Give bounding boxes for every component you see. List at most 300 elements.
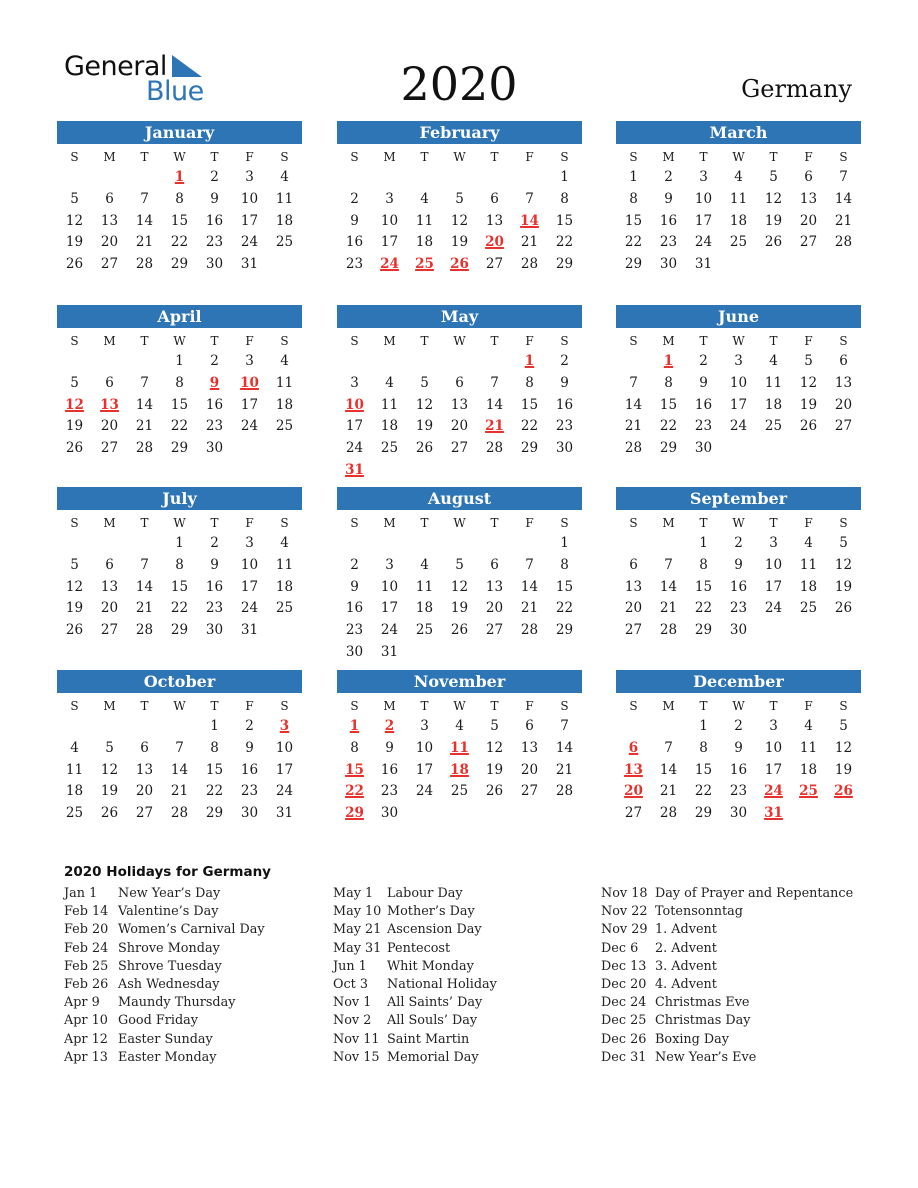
date-cell: 14 — [659, 761, 678, 778]
date-cell: 9 — [734, 739, 743, 756]
empty-cell — [372, 460, 407, 482]
weekday-label: F — [525, 334, 534, 348]
date-cell: 31 — [240, 256, 259, 273]
weekday-label: S — [629, 699, 638, 713]
date-cell: 5 — [70, 190, 79, 207]
empty-cell — [92, 716, 127, 738]
weekday-label: S — [629, 334, 638, 348]
date-cell: 6 — [490, 190, 499, 207]
holiday-date-cell: 3 — [279, 718, 290, 734]
date-cell: 27 — [624, 622, 643, 639]
date-cell: 4 — [804, 718, 813, 734]
date-cell: 25 — [415, 622, 434, 639]
date-cell: 20 — [100, 600, 119, 617]
week-row — [57, 533, 302, 555]
holiday-date: Apr 10 — [64, 1013, 108, 1029]
holiday-date: Dec 25 — [601, 1013, 647, 1029]
weekday-label: T — [140, 334, 149, 348]
date-cell: 9 — [210, 556, 219, 573]
empty-cell — [512, 460, 547, 482]
week-row — [337, 395, 582, 417]
week-row — [616, 211, 861, 233]
date-cell: 8 — [699, 556, 708, 573]
empty-cell — [512, 803, 547, 825]
weekday-label: W — [453, 334, 466, 348]
empty-cell — [442, 460, 477, 482]
date-cell: 21 — [135, 600, 154, 617]
week-row — [57, 416, 302, 438]
week-row — [616, 555, 861, 577]
date-cell: 29 — [555, 256, 574, 273]
holiday-name: All Souls’ Day — [387, 1013, 478, 1029]
date-cell: 14 — [170, 761, 189, 778]
date-cell: 19 — [450, 234, 469, 251]
weekday-label: W — [453, 150, 466, 164]
date-cell: 9 — [210, 190, 219, 207]
week-row — [616, 533, 861, 555]
empty-cell — [57, 716, 92, 738]
date-cell: 26 — [764, 234, 783, 251]
month-title: January — [57, 121, 302, 144]
date-cell: 22 — [694, 783, 713, 800]
empty-cell — [721, 254, 756, 276]
date-cell: 20 — [100, 234, 119, 251]
holiday-date-cell: 2 — [384, 718, 395, 734]
date-cell: 23 — [555, 418, 574, 435]
date-cell: 7 — [490, 374, 499, 391]
date-cell: 15 — [694, 761, 713, 778]
holiday-name: Pentecost — [387, 940, 451, 956]
empty-cell — [407, 167, 442, 189]
date-cell: 29 — [624, 256, 643, 273]
date-cell: 19 — [485, 761, 504, 778]
date-cell: 11 — [764, 374, 783, 391]
empty-cell — [826, 438, 861, 460]
holiday-entry — [333, 994, 497, 1012]
date-cell: 27 — [485, 622, 504, 639]
weekday-header-row — [337, 696, 582, 716]
date-cell: 28 — [834, 234, 853, 251]
holiday-date: Jan 1 — [64, 886, 98, 901]
date-cell: 30 — [240, 805, 259, 822]
empty-cell — [651, 716, 686, 738]
holiday-date: Oct 3 — [333, 976, 369, 992]
empty-cell — [826, 620, 861, 642]
date-cell: 23 — [205, 234, 224, 251]
weekday-label: S — [560, 699, 569, 713]
weekday-header-row — [337, 331, 582, 351]
empty-cell — [92, 167, 127, 189]
date-cell: 2 — [664, 169, 673, 185]
week-row — [337, 577, 582, 599]
weekday-label: F — [245, 334, 254, 348]
date-cell: 5 — [420, 374, 429, 391]
empty-cell — [407, 642, 442, 664]
weekday-label: T — [420, 334, 429, 348]
date-cell: 18 — [415, 234, 434, 251]
weekday-label: M — [383, 150, 396, 164]
week-row — [616, 438, 861, 460]
date-cell: 9 — [560, 374, 569, 391]
week-row — [57, 803, 302, 825]
week-row — [337, 803, 582, 825]
weekday-label: W — [453, 516, 466, 530]
date-cell: 8 — [560, 190, 569, 207]
weekday-label: S — [350, 334, 359, 348]
date-cell: 7 — [560, 718, 569, 734]
holiday-name: Maundy Thursday — [118, 995, 236, 1011]
weekday-label: S — [839, 150, 848, 164]
holiday-name: New Year’s Day — [118, 886, 221, 901]
week-row — [337, 533, 582, 555]
weekday-label: S — [70, 150, 79, 164]
weekday-label: T — [140, 699, 149, 713]
date-cell: 16 — [729, 578, 748, 595]
date-cell: 23 — [729, 600, 748, 617]
date-cell: 13 — [799, 190, 818, 207]
date-cell: 28 — [624, 440, 643, 457]
holiday-entry — [333, 1031, 497, 1049]
empty-cell — [512, 167, 547, 189]
holiday-name: Mother’s Day — [387, 904, 475, 920]
date-cell: 24 — [415, 783, 434, 800]
date-cell: 17 — [240, 396, 259, 413]
weekday-header-row — [337, 513, 582, 533]
date-cell: 6 — [140, 739, 149, 756]
holiday-date: Dec 6 — [601, 940, 639, 956]
empty-cell — [337, 351, 372, 373]
date-cell: 26 — [415, 440, 434, 457]
empty-cell — [92, 351, 127, 373]
date-cell: 29 — [205, 805, 224, 822]
weekday-label: M — [103, 334, 116, 348]
date-cell: 23 — [205, 600, 224, 617]
holiday-date-cell: 10 — [345, 396, 364, 413]
empty-cell — [162, 716, 197, 738]
holiday-date: May 10 — [333, 904, 382, 920]
date-cell: 25 — [275, 418, 294, 435]
date-cell: 2 — [350, 556, 359, 573]
date-cell: 7 — [664, 556, 673, 573]
empty-cell — [442, 642, 477, 664]
empty-cell — [477, 351, 512, 373]
date-cell: 15 — [205, 761, 224, 778]
weekday-header-row — [57, 513, 302, 533]
date-cell: 31 — [275, 805, 294, 822]
weekday-label: F — [804, 516, 813, 530]
date-cell: 8 — [629, 190, 638, 207]
holiday-date-cell: 26 — [834, 783, 853, 800]
weekday-label: T — [210, 150, 219, 164]
weekday-label: S — [839, 699, 848, 713]
holiday-date-cell: 1 — [349, 718, 360, 734]
date-cell: 6 — [525, 718, 534, 734]
date-cell: 9 — [245, 739, 254, 756]
holiday-column — [64, 885, 265, 1067]
empty-cell — [477, 460, 512, 482]
weekday-label: T — [490, 699, 499, 713]
holiday-date-cell: 24 — [380, 256, 399, 273]
holiday-date: Dec 20 — [601, 976, 647, 992]
date-cell: 22 — [659, 418, 678, 435]
date-cell: 3 — [769, 718, 778, 734]
date-cell: 27 — [135, 805, 154, 822]
date-cell: 27 — [450, 440, 469, 457]
date-cell: 10 — [380, 578, 399, 595]
week-row — [616, 254, 861, 276]
empty-cell — [407, 460, 442, 482]
date-cell: 23 — [729, 783, 748, 800]
date-cell: 8 — [560, 556, 569, 573]
date-cell: 24 — [380, 622, 399, 639]
empty-cell — [267, 254, 302, 276]
month-title: September — [616, 487, 861, 510]
date-cell: 3 — [734, 353, 743, 369]
weekday-label: F — [245, 150, 254, 164]
holiday-entry — [601, 1049, 853, 1067]
date-cell: 16 — [729, 761, 748, 778]
date-cell: 4 — [769, 353, 778, 369]
empty-cell — [442, 351, 477, 373]
date-cell: 8 — [175, 190, 184, 207]
date-cell: 28 — [485, 440, 504, 457]
date-cell: 27 — [624, 805, 643, 822]
date-cell: 16 — [659, 212, 678, 229]
date-cell: 18 — [799, 578, 818, 595]
weekday-label: T — [699, 334, 708, 348]
weekday-label: F — [804, 150, 813, 164]
date-cell: 2 — [245, 718, 254, 734]
date-cell: 27 — [485, 256, 504, 273]
date-cell: 16 — [555, 396, 574, 413]
weekday-label: M — [662, 334, 675, 348]
date-cell: 28 — [135, 256, 154, 273]
date-cell: 8 — [175, 374, 184, 391]
weekday-label: S — [560, 334, 569, 348]
week-row — [57, 577, 302, 599]
date-cell: 17 — [380, 234, 399, 251]
date-cell: 19 — [450, 600, 469, 617]
weekday-label: M — [383, 334, 396, 348]
date-cell: 31 — [240, 622, 259, 639]
weekday-label: S — [560, 150, 569, 164]
date-cell: 18 — [729, 212, 748, 229]
weekday-label: T — [420, 699, 429, 713]
date-cell: 15 — [520, 396, 539, 413]
date-cell: 10 — [240, 556, 259, 573]
date-cell: 18 — [275, 212, 294, 229]
date-cell: 12 — [485, 739, 504, 756]
week-row — [616, 781, 861, 803]
empty-cell — [442, 803, 477, 825]
date-cell: 30 — [729, 622, 748, 639]
date-cell: 7 — [839, 169, 848, 185]
month-january — [57, 121, 302, 276]
holiday-date-cell: 15 — [345, 761, 364, 778]
month-title: March — [616, 121, 861, 144]
weekday-label: M — [103, 516, 116, 530]
empty-cell — [267, 620, 302, 642]
date-cell: 28 — [135, 622, 154, 639]
month-june — [616, 305, 861, 460]
date-cell: 13 — [450, 396, 469, 413]
date-cell: 8 — [664, 374, 673, 391]
weekday-label: T — [140, 516, 149, 530]
weekday-label: M — [383, 699, 396, 713]
holiday-date: Feb 24 — [64, 940, 109, 956]
date-cell: 23 — [345, 622, 364, 639]
weekday-label: T — [769, 334, 778, 348]
date-cell: 30 — [205, 440, 224, 457]
weekday-label: S — [350, 699, 359, 713]
empty-cell — [826, 254, 861, 276]
weekday-label: S — [280, 699, 289, 713]
week-row — [616, 803, 861, 825]
date-cell: 5 — [839, 535, 848, 551]
weekday-header-row — [616, 696, 861, 716]
holiday-entry — [601, 1031, 853, 1049]
holiday-date: Jun 1 — [333, 958, 367, 974]
date-cell: 12 — [834, 739, 853, 756]
holiday-date-cell: 10 — [240, 374, 259, 391]
holiday-date-cell: 25 — [799, 783, 818, 800]
date-cell: 2 — [734, 718, 743, 734]
weekday-header-row — [57, 147, 302, 167]
weekday-label: T — [490, 516, 499, 530]
holiday-entry — [601, 994, 853, 1012]
holiday-date: Nov 29 — [601, 922, 648, 938]
date-cell: 27 — [520, 783, 539, 800]
weekday-label: M — [103, 699, 116, 713]
holiday-date: May 31 — [333, 940, 382, 956]
date-cell: 13 — [624, 578, 643, 595]
date-cell: 22 — [170, 600, 189, 617]
date-cell: 12 — [834, 556, 853, 573]
date-cell: 12 — [65, 578, 84, 595]
weekday-label: M — [103, 150, 116, 164]
date-cell: 3 — [350, 374, 359, 391]
date-cell: 9 — [350, 212, 359, 229]
date-cell: 15 — [555, 578, 574, 595]
date-cell: 9 — [350, 578, 359, 595]
date-cell: 4 — [280, 353, 289, 369]
month-title: February — [337, 121, 582, 144]
date-cell: 19 — [65, 418, 84, 435]
date-cell: 8 — [699, 739, 708, 756]
holiday-column — [601, 885, 853, 1067]
weekday-label: T — [490, 150, 499, 164]
date-cell: 30 — [345, 643, 364, 660]
date-cell: 28 — [520, 622, 539, 639]
date-cell: 11 — [380, 396, 399, 413]
date-cell: 7 — [525, 190, 534, 207]
holiday-date-cell: 22 — [345, 783, 364, 800]
date-cell: 29 — [555, 622, 574, 639]
date-cell: 3 — [245, 353, 254, 369]
date-cell: 24 — [240, 600, 259, 617]
week-row — [57, 189, 302, 211]
holiday-entry — [601, 885, 853, 903]
date-cell: 16 — [205, 396, 224, 413]
holiday-date: Apr 13 — [64, 1049, 108, 1065]
weekday-header-row — [57, 696, 302, 716]
week-row — [616, 716, 861, 738]
weekday-label: M — [662, 150, 675, 164]
weekday-label: S — [629, 150, 638, 164]
date-cell: 20 — [100, 418, 119, 435]
holiday-date-cell: 13 — [100, 396, 119, 413]
week-row — [337, 211, 582, 233]
date-cell: 2 — [210, 353, 219, 369]
holiday-date-cell: 1 — [174, 169, 185, 185]
holiday-name: Valentine’s Day — [118, 904, 219, 920]
month-february — [337, 121, 582, 276]
empty-cell — [127, 716, 162, 738]
holiday-name: Christmas Day — [655, 1013, 751, 1029]
date-cell: 5 — [70, 374, 79, 391]
date-cell: 14 — [135, 578, 154, 595]
date-cell: 6 — [105, 190, 114, 207]
date-cell: 18 — [380, 418, 399, 435]
date-cell: 15 — [659, 396, 678, 413]
month-title: August — [337, 487, 582, 510]
date-cell: 1 — [560, 169, 569, 185]
date-cell: 6 — [455, 374, 464, 391]
date-cell: 17 — [240, 578, 259, 595]
weekday-label: W — [173, 699, 186, 713]
empty-cell — [756, 438, 791, 460]
date-cell: 2 — [210, 535, 219, 551]
date-cell: 8 — [175, 556, 184, 573]
holiday-date: Nov 11 — [333, 1031, 380, 1047]
date-cell: 15 — [694, 578, 713, 595]
weekday-label: S — [839, 516, 848, 530]
week-row — [337, 781, 582, 803]
holiday-entry — [601, 976, 853, 994]
date-cell: 23 — [205, 418, 224, 435]
date-cell: 6 — [490, 556, 499, 573]
week-row — [337, 642, 582, 664]
month-september — [616, 487, 861, 642]
date-cell: 21 — [135, 418, 154, 435]
date-cell: 21 — [135, 234, 154, 251]
holiday-date-cell: 21 — [485, 418, 504, 435]
weekday-label: W — [173, 516, 186, 530]
empty-cell — [651, 533, 686, 555]
date-cell: 22 — [170, 234, 189, 251]
date-cell: 22 — [624, 234, 643, 251]
holiday-name: Easter Monday — [118, 1049, 217, 1065]
holiday-name: Boxing Day — [655, 1031, 730, 1047]
week-row — [57, 781, 302, 803]
date-cell: 31 — [694, 256, 713, 273]
empty-cell — [512, 642, 547, 664]
holiday-name: Women’s Carnival Day — [118, 922, 265, 938]
date-cell: 4 — [70, 739, 79, 756]
month-title: July — [57, 487, 302, 510]
date-cell: 12 — [799, 374, 818, 391]
month-title: December — [616, 670, 861, 693]
holiday-name: Christmas Eve — [655, 995, 750, 1011]
date-cell: 11 — [275, 556, 294, 573]
week-row — [57, 395, 302, 417]
date-cell: 16 — [694, 396, 713, 413]
country-name: Germany — [741, 75, 852, 103]
week-row — [616, 416, 861, 438]
holiday-entry — [333, 885, 497, 903]
week-row — [57, 438, 302, 460]
week-row — [57, 760, 302, 782]
